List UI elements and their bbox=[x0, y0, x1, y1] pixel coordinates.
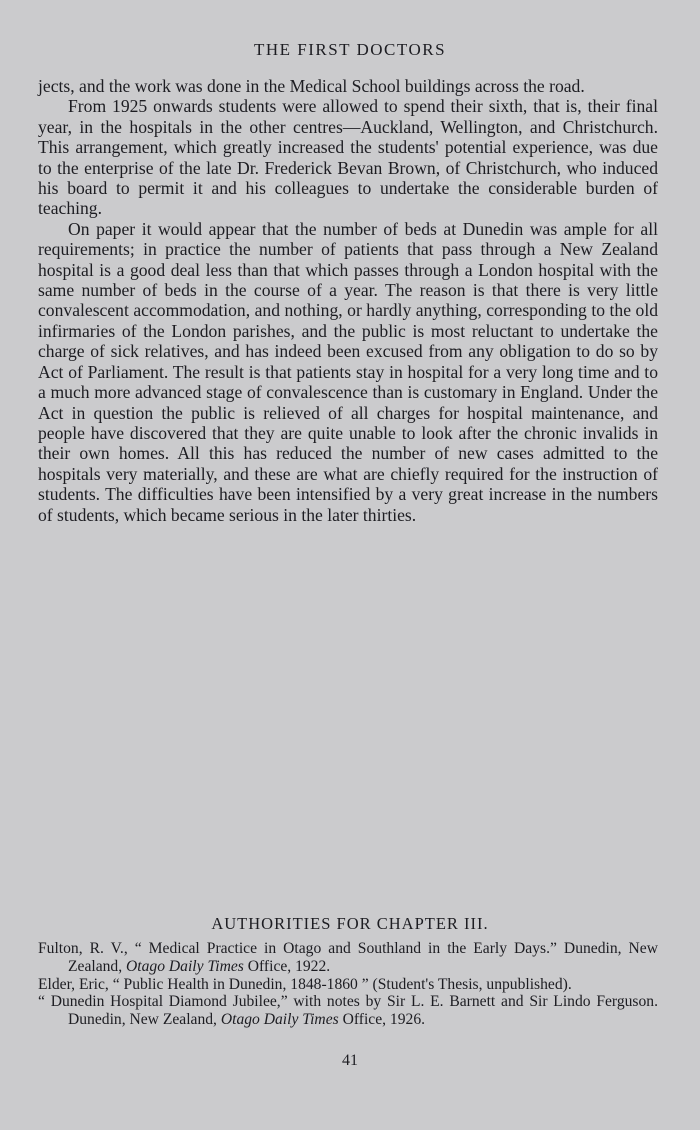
paragraph-sixth-year: From 1925 onwards students were allowed to spend their sixth, that is, their final year, in the hospitals in the other centres—Auckland, Wellington, and Christchurch. This arrangement, which greatly increased the students' potential experience, was due to the enterprise of the late Dr. Frederick Bevan Brown, of Christchurch, who induced his board to permit it and his colleagues to undertake the considerable burden of teaching. bbox=[38, 96, 658, 219]
references-list bbox=[38, 940, 658, 1029]
paragraph-beds: On paper it would appear that the number of beds at Dunedin was ample for all requirements; in practice the number of patients that pass through a New Zealand hospital is a good deal less than that which passes through a London hospital with the same number of beds in the course of a year. The reason is that there is very little convalescent accommodation, and nothing, or hardly anything, corresponding to the old infirmaries of the London parishes, and the public is most reluctant to undertake the charge of sick relatives, and has indeed been excused from any obligation to do so by Act of Parliament. The result is that patients stay in hospital for a very long time and to a much more advanced stage of convalescence than is customary in England. Under the Act in question the public is relieved of all charges for hospital maintenance, and people have discovered that they are quite unable to look after the chronic invalids in their own homes. All this has reduced the number of new cases admitted to the hospitals very materially, and these are what are chiefly required for the instruction of students. The difficulties have been intensified by a very great increase in the numbers of students, which became serious in the later thirties. bbox=[38, 218, 658, 525]
running-head: THE FIRST DOCTORS bbox=[253, 40, 447, 59]
page-number: 41 bbox=[342, 1052, 358, 1069]
body-text bbox=[38, 76, 658, 525]
reference-item: “ Dunedin Hospital Diamond Jubilee,” with notes by Sir L. E. Barnett and Sir Lindo Ferguson. Dunedin, New Zealand, Otago Daily Times Office, 1926. bbox=[38, 993, 658, 1029]
reference-item: Fulton, R. V., “ Medical Practice in Otago and Southland in the Early Days.” Dunedin, New Zealand, Otago Daily Times Office, 1922. bbox=[38, 940, 658, 975]
authorities-heading: AUTHORITIES FOR CHAPTER III. bbox=[211, 914, 489, 933]
paragraph-continuation: jects, and the work was done in the Medical School buildings across the road. bbox=[38, 76, 585, 96]
reference-item: Elder, Eric, “ Public Health in Dunedin, 1848-1860 ” (Student's Thesis, unpublished). bbox=[38, 975, 572, 993]
